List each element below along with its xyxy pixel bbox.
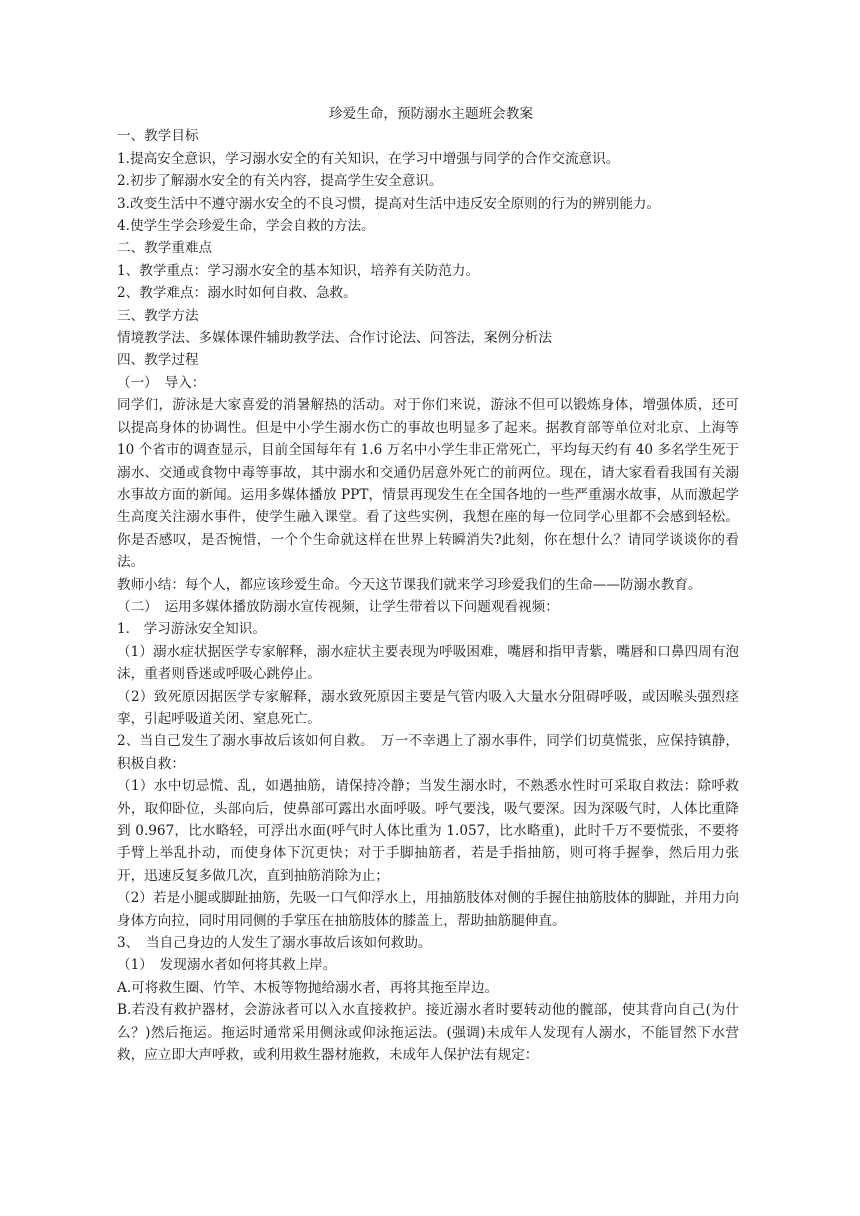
paragraph: （1）水中切忌慌、乱，如遇抽筋，请保持冷静；当发生溺水时，不熟悉水性时可采取自救法：除呼救外，取仰卧位，头部向后，使鼻部可露出水面呼吸。呼气要浅，吸气要深。因为深吸气时，人体比重降到 0.967，比水略轻，可浮出水面(呼气时人体比重为 1.057，比水略重)，此时千万不要慌张，不要将手臂上举乱扑动，而使身体下沉更快；对于手脚抽筋者，若是手指抽筋，则可将手握拳，然后用力张开，迅速反复多做几次，直到抽筋消除为止； bbox=[117, 778, 739, 884]
paragraph: 2、当自己发生了溺水事故后该如何自救。 万一不幸遇上了溺水事件，同学们切莫慌张，应保持镇静，积极自救： bbox=[117, 733, 739, 772]
paragraph: （1） 发现溺水者如何将其救上岸。 bbox=[117, 957, 337, 974]
paragraph: 1. 学习游泳安全知识。 bbox=[117, 621, 266, 638]
section-heading: 四、教学过程 bbox=[117, 352, 199, 369]
paragraph: B.若没有救护器材，会游泳者可以入水直接救护。接近溺水者时要转动他的髋部，使其背向自己(为什么？)然后拖运。拖运时通常采用侧泳或仰泳拖运法。(强调)未成年人发现有人溺水，不能冒然下水营救，应立即大声呼救，或利用救生器材施救，未成年人保护法有规定： bbox=[117, 1002, 739, 1064]
paragraph: 2.初步了解溺水安全的有关内容，提高学生安全意识。 bbox=[117, 173, 443, 190]
paragraph: 情境教学法、多媒体课件辅助教学法、合作讨论法、问答法，案例分析法 bbox=[117, 330, 552, 347]
paragraph: 教师小结：每个人，都应该珍爱生命。今天这节课我们就来学习珍爱我们的生命——防溺水教育。 bbox=[117, 576, 702, 593]
subsection-heading: （二） 运用多媒体播放防溺水宣传视频，让学生带着以下问题观看视频： bbox=[117, 598, 559, 615]
paragraph: 3.改变生活中不遵守溺水安全的不良习惯，提高对生活中违反安全原则的行为的辨别能力。 bbox=[117, 195, 661, 212]
section-heading: 一、教学目标 bbox=[117, 128, 199, 145]
paragraph: （1）溺水症状据医学专家解释，溺水症状主要表现为呼吸困难，嘴唇和指甲青紫，嘴唇和口鼻四周有泡沫，重者则昏迷或呼吸心跳停止。 bbox=[117, 643, 739, 683]
paragraph: （2）若是小腿或脚趾抽筋，先吸一口气仰浮水上，用抽筋肢体对侧的手握住抽筋肢体的脚趾，并用力向身体方向拉，同时用同侧的手掌压在抽筋肢体的膝盖上，帮助抽筋腿伸直。 bbox=[117, 890, 739, 929]
paragraph: A.可将救生圈、竹竿、木板等物抛给溺水者，再将其拖至岸边。 bbox=[117, 979, 499, 996]
paragraph: 3、 当自己身边的人发生了溺水事故后该如何救助。 bbox=[117, 935, 432, 952]
subsection-heading: （一） 导入： bbox=[117, 374, 206, 391]
paragraph: 4.使学生学会珍爱生命，学会自救的方法。 bbox=[117, 218, 375, 235]
paragraph: 2、教学难点：溺水时如何自救、急救。 bbox=[117, 285, 357, 302]
paragraph: 1.提高安全意识，学习溺水安全的有关知识，在学习中增强与同学的合作交流意识。 bbox=[117, 150, 620, 167]
paragraph: （2）致死原因据医学专家解释，溺水致死原因主要是气管内吸入大量水分阻碍呼吸，或因喉头强烈痉挛，引起呼吸道关闭、窒息死亡。 bbox=[117, 688, 739, 727]
paragraph: 同学们，游泳是大家喜爱的消暑解热的活动。对于你们来说，游泳不但可以锻炼身体，增强体质，还可以提高身体的协调性。但是中小学生溺水伤亡的事故也明显多了起来。据教育部等单位对北京、上海等 10 个省市的调查显示，目前全国每年有 1.6 万名中小学生非正常死亡，平均每天约有 40 多名学生死于溺水、交通或食物中毒等事故，其中溺水和交通仍居意外死亡的前两位。现在，请大家看看我国有关溺水事故方面的新闻。运用多媒体播放 PPT，情景再现发生在全国各地的一些严重溺水故事，从而激起学生高度关注溺水事件，使学生融入课堂。看了这些实例，我想在座的每一位同学心里都不会感到轻松。你是否感叹，是否惋惜，一个个生命就这样在世界上转瞬消失?此刻，你在想什么？请同学谈谈你的看法。 bbox=[117, 397, 739, 571]
document-body bbox=[117, 103, 739, 1066]
section-heading: 三、教学方法 bbox=[117, 307, 199, 324]
document-title: 珍爱生命，预防溺水主题班会教案 bbox=[329, 106, 533, 122]
paragraph: 1、教学重点：学习溺水安全的基本知识，培养有关防范力。 bbox=[117, 262, 480, 279]
section-heading: 二、教学重难点 bbox=[117, 240, 213, 257]
